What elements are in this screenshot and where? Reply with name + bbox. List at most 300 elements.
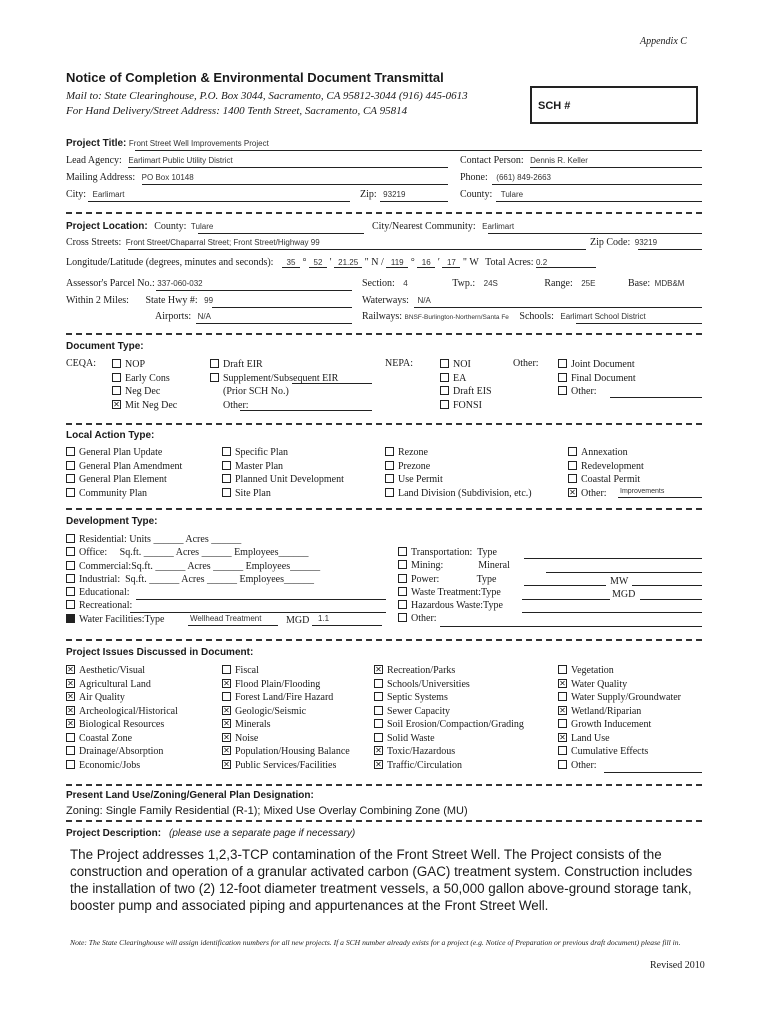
project-description[interactable]: The Project addresses 1,2,3-TCP contamination of the Front Street Well. The Project consists of the construction and operation of a granular activated carbon (GAC) treatment system. Construction includes the installation of two (2) 12-foot diameter treatment vessels, a 50,000 gallon above-ground storage tank, booster pump and associated piping and appurtenances at the Front Street Well. (70, 847, 693, 913)
option-label: Neg Dec (125, 386, 161, 397)
cross-streets-value[interactable]: Front Street/Chaparral Street; Front Street/Highway 99 (125, 238, 320, 247)
checkbox[interactable] (66, 561, 75, 570)
option-waste-treatment-type[interactable] (398, 586, 510, 599)
option-general-plan-update[interactable] (66, 446, 182, 460)
option-land-division-subdivision-etc[interactable] (385, 487, 532, 501)
checkbox[interactable] (66, 547, 75, 556)
option-label: Solid Waste (387, 732, 435, 744)
option-label: Community Plan (79, 487, 148, 499)
checked-checkbox[interactable] (374, 746, 383, 755)
land-use-value[interactable]: Zoning: Single Family Residential (R-1); Mixed Use Overlay Combining Zone (MU) (66, 805, 468, 817)
city-row (66, 189, 125, 200)
option-solid-waste[interactable] (374, 732, 524, 746)
option-label: Economic/Jobs (79, 759, 141, 771)
option-site-plan[interactable] (222, 487, 344, 501)
option-label: Flood Plain/Flooding (235, 678, 321, 690)
checkbox[interactable] (398, 587, 407, 596)
option-drainage-absorption[interactable] (66, 745, 178, 759)
county-row (460, 189, 523, 200)
option-community-plan[interactable] (66, 487, 182, 501)
checked-checkbox[interactable] (222, 746, 231, 755)
checked-checkbox[interactable] (66, 665, 75, 674)
option-other[interactable] (398, 612, 510, 625)
option-label: Planned Unit Development (235, 474, 344, 485)
checked-checkbox[interactable] (374, 760, 383, 769)
option-label: Coastal Zone (79, 732, 133, 744)
option-early-cons[interactable] (112, 372, 177, 386)
option-label: Other: (581, 487, 607, 499)
option-label: Specific Plan (235, 447, 289, 458)
checkbox[interactable] (440, 400, 449, 409)
checked-checkbox[interactable] (112, 400, 121, 409)
option-label: Commercial:Sq.ft. ______ Acres ______ Employees______ (79, 560, 321, 572)
option-hazardous-waste-type[interactable] (398, 599, 510, 612)
development-type-label: Development Type: (66, 516, 158, 527)
option-vegetation[interactable] (558, 664, 681, 678)
option-label: Recreation/Parks (387, 665, 456, 676)
option-geologic-seismic[interactable] (222, 705, 350, 719)
lon-sec[interactable]: 17 (442, 258, 460, 268)
checkbox[interactable] (66, 746, 75, 755)
city-value[interactable]: Earlimart (92, 190, 125, 199)
option-label: Residential: Units ______ Acres ______ (79, 534, 242, 545)
mailing-label: Mailing Address: (66, 172, 136, 183)
option-label: NOP (125, 359, 146, 370)
option-label: Rezone (398, 447, 428, 458)
option-label: Air Quality (79, 692, 125, 703)
option-other[interactable] (558, 759, 681, 773)
checkbox[interactable] (398, 613, 407, 622)
option-label: Educational: (79, 587, 130, 599)
checkbox[interactable] (66, 733, 75, 742)
option-label: Final Document (571, 372, 636, 384)
checkbox[interactable] (385, 447, 394, 456)
local-action-col3 (385, 446, 532, 500)
railways-row: Railways: BNSF-Burlington-Northern/Santa Fe Schools: Earlimart School District (362, 311, 646, 322)
option-label: Use Permit (398, 474, 443, 485)
checked-checkbox[interactable] (66, 719, 75, 728)
option-label: Aesthetic/Visual (79, 665, 146, 676)
option-cumulative-effects[interactable] (558, 745, 681, 759)
option-prior-sch-no[interactable] (210, 385, 338, 399)
option-prezone[interactable] (385, 460, 532, 474)
option-label: Hazardous Waste:Type (411, 600, 503, 612)
option-label: Early Cons (125, 372, 170, 384)
mgd-label: MGD (286, 615, 310, 626)
option-archeological-historical[interactable] (66, 705, 178, 719)
checked-checkbox[interactable] (222, 719, 231, 728)
phone-label: Phone: (460, 172, 488, 183)
option-schools-universities[interactable] (374, 678, 524, 692)
option-general-plan-amendment[interactable] (66, 460, 182, 474)
checkbox[interactable] (66, 760, 75, 769)
option-agricultural-land[interactable] (66, 678, 178, 692)
option-label: Other: (411, 613, 437, 625)
description-hint: (please use a separate page if necessary) (169, 828, 356, 839)
option-label: Soil Erosion/Compaction/Grading (387, 719, 524, 730)
location-label: Project Location: (66, 221, 148, 232)
checkbox[interactable] (66, 461, 75, 470)
option-minerals[interactable] (222, 718, 350, 732)
location-row: Project Location: County: Tulare (66, 221, 214, 232)
nepa-options (440, 358, 492, 412)
option-label: Minerals (235, 719, 271, 730)
checkbox[interactable] (210, 359, 219, 368)
option-label: Traffic/Circulation (387, 759, 462, 771)
option-biological-resources[interactable] (66, 718, 178, 732)
option-air-quality[interactable] (66, 691, 178, 705)
option-ea[interactable] (440, 372, 492, 386)
checked-checkbox[interactable] (558, 679, 567, 688)
option-label: Land Division (Subdivision, etc.) (398, 487, 532, 499)
lat-min[interactable]: 52 (309, 258, 327, 268)
checked-checkbox[interactable] (558, 733, 567, 742)
option-label: FONSI (453, 399, 482, 411)
waterways-value[interactable]: N/A (417, 296, 431, 305)
option-label: Septic Systems (387, 692, 448, 703)
zip-value[interactable]: 93219 (383, 190, 406, 199)
checkbox[interactable] (66, 587, 75, 596)
option-noise[interactable] (222, 732, 350, 746)
option-power-type[interactable] (398, 573, 510, 586)
checkbox[interactable] (385, 488, 394, 497)
option-label: Mit Neg Dec (125, 399, 178, 411)
contact-row (460, 155, 588, 166)
checked-checkbox[interactable] (66, 679, 75, 688)
option-redevelopment[interactable] (568, 460, 644, 474)
checkbox[interactable] (558, 386, 567, 395)
checkbox[interactable] (558, 760, 567, 769)
option-label: Schools/Universities (387, 678, 470, 690)
option-label: Redevelopment (581, 460, 644, 472)
option-label: Geologic/Seismic (235, 705, 307, 717)
project-title-row (66, 138, 269, 149)
mw-label: MW (610, 576, 629, 587)
option-population-housing-balance[interactable] (222, 745, 350, 759)
checked-checkbox[interactable] (66, 692, 75, 701)
option-label: General Plan Amendment (79, 460, 183, 472)
option-label: Biological Resources (79, 719, 165, 730)
option-nop[interactable] (112, 358, 177, 372)
railways-value[interactable]: BNSF-Burlington-Northern/Santa Fe (404, 314, 509, 321)
appendix-label: Appendix C (640, 36, 687, 47)
apn-value[interactable]: 337-060-032 (157, 279, 203, 288)
checkbox[interactable] (440, 359, 449, 368)
city-label: City: (66, 189, 87, 200)
water-type-value[interactable]: Wellhead Treatment (190, 614, 262, 623)
option-general-plan-element[interactable] (66, 473, 182, 487)
location-county-value[interactable]: Tulare (190, 222, 214, 231)
option-forest-land-fire-hazard[interactable] (222, 691, 350, 705)
divider (66, 784, 702, 786)
option-traffic-circulation[interactable] (374, 759, 524, 773)
lead-agency-row (66, 155, 233, 166)
airports-row: Airports: N/A (155, 311, 211, 322)
checked-checkbox[interactable] (374, 665, 383, 674)
option-rezone[interactable] (385, 446, 532, 460)
state-hwy-value[interactable]: 99 (204, 296, 214, 305)
checkbox[interactable] (222, 665, 231, 674)
option-office-sq-ft-acres-employees[interactable] (66, 546, 320, 559)
base-value[interactable]: MDB&M (654, 279, 685, 288)
option-coastal-zone[interactable] (66, 732, 178, 746)
option-label: Public Services/Facilities (235, 759, 337, 771)
local-action-col1 (66, 446, 182, 500)
option-recreation-parks[interactable] (374, 664, 524, 678)
option-label: Recreational: (79, 600, 133, 612)
checkbox[interactable] (374, 692, 383, 701)
option-industrial-sq-ft-acres-employees[interactable] (66, 573, 320, 586)
option-sewer-capacity[interactable] (374, 705, 524, 719)
schools-value[interactable]: Earlimart School District (560, 312, 646, 321)
lon-min[interactable]: 16 (417, 258, 435, 268)
option-fonsi[interactable] (440, 399, 492, 413)
checked-checkbox[interactable] (558, 706, 567, 715)
checked-checkbox[interactable] (222, 679, 231, 688)
checkbox[interactable] (398, 574, 407, 583)
checkbox[interactable] (440, 373, 449, 382)
divider (66, 333, 702, 335)
range-value[interactable]: 25E (581, 279, 596, 288)
checkbox[interactable] (558, 373, 567, 382)
checked-checkbox[interactable] (222, 706, 231, 715)
checkbox[interactable] (374, 706, 383, 715)
option-label: Transportation: Type (411, 547, 497, 558)
option-water-supply-groundwater[interactable] (558, 691, 681, 705)
option-label: Supplement/Subsequent EIR (223, 372, 339, 384)
total-acres-value[interactable]: 0.2 (536, 258, 596, 268)
description-header (66, 823, 355, 841)
checkbox[interactable] (222, 461, 231, 470)
option-transportation-type[interactable] (398, 546, 510, 559)
checkbox[interactable] (66, 574, 75, 583)
checkbox[interactable] (66, 488, 75, 497)
option-label: NOI (453, 359, 471, 370)
checkbox[interactable] (66, 600, 75, 609)
option-label: Annexation (581, 447, 628, 458)
option-septic-systems[interactable] (374, 691, 524, 705)
airports-value[interactable]: N/A (197, 312, 211, 321)
option-label: Waste Treatment:Type (411, 586, 501, 598)
land-use-label: Present Land Use/Zoning/General Plan Designation: (66, 790, 314, 801)
local-action-label: Local Action Type: (66, 430, 155, 441)
project-title-label: Project Title: (66, 138, 127, 149)
mgd-value[interactable]: 1.1 (318, 614, 330, 623)
option-noi[interactable] (440, 358, 492, 372)
checkbox[interactable] (558, 719, 567, 728)
option-label: General Plan Update (79, 447, 163, 458)
checkbox[interactable] (222, 488, 231, 497)
option-mining-mineral[interactable] (398, 559, 510, 572)
option-use-permit[interactable] (385, 473, 532, 487)
document-type-label: Document Type: (66, 341, 144, 352)
option-public-services-facilities[interactable] (222, 759, 350, 773)
checkbox[interactable] (385, 474, 394, 483)
checkbox[interactable] (374, 719, 383, 728)
option-label: Power: Type (411, 573, 497, 585)
checkbox[interactable] (210, 373, 219, 382)
checkbox[interactable] (112, 359, 121, 368)
option-mit-neg-dec[interactable] (112, 399, 177, 413)
divider (66, 423, 702, 425)
checked-checkbox[interactable] (222, 760, 231, 769)
option-specific-plan[interactable] (222, 446, 344, 460)
option-label: Wetland/Riparian (571, 705, 642, 717)
latlong-row: Longitude/Latitude (degrees, minutes and seconds): 35 ° 52 ′ 21.25 " N / 119 ° 16 ′ 17 " W Total Acres: 0.2 (66, 257, 596, 268)
checkbox[interactable] (440, 386, 449, 395)
option-label: Land Use (571, 732, 610, 744)
mail-to: Mail to: State Clearinghouse, P.O. Box 3044, Sacramento, CA 95812-3044 (916) 445-0613 (66, 90, 468, 102)
option-draft-eir[interactable] (210, 358, 338, 372)
phone-value[interactable]: (661) 849-2663 (496, 173, 551, 182)
divider (66, 820, 702, 822)
option-label: Vegetation (571, 665, 614, 676)
description-label: Project Description: (66, 828, 162, 839)
option-label: Prezone (398, 460, 431, 472)
option-label: EA (453, 372, 467, 384)
option-land-use[interactable] (558, 732, 681, 746)
section-row: Section: 4 Twp.: 24S Range: 25E Base: MDB&M (362, 278, 685, 289)
option-label: Toxic/Hazardous (387, 746, 456, 757)
contact-label: Contact Person: (460, 155, 524, 166)
option-label: Office: Sq.ft. ______ Acres ______ Employees______ (79, 547, 309, 559)
option-label: (Prior SCH No.) (223, 386, 289, 397)
lat-deg[interactable]: 35 (282, 258, 300, 268)
option-flood-plain-flooding[interactable] (222, 678, 350, 692)
option-final-document[interactable] (558, 372, 636, 386)
checkbox[interactable] (66, 534, 75, 543)
checkbox[interactable] (222, 692, 231, 701)
option-annexation[interactable] (568, 446, 644, 460)
checkbox[interactable] (66, 447, 75, 456)
checkbox[interactable] (568, 447, 577, 456)
checkbox[interactable] (112, 386, 121, 395)
checked-checkbox[interactable] (222, 733, 231, 742)
checkbox[interactable] (398, 547, 407, 556)
option-commercial-sq-ft-acres-employees[interactable] (66, 560, 320, 573)
issues-label: Project Issues Discussed in Document: (66, 647, 254, 658)
checked-checkbox[interactable] (66, 706, 75, 715)
option-soil-erosion-compaction-grading[interactable] (374, 718, 524, 732)
nearest-community-value[interactable]: Earlimart (482, 222, 515, 231)
project-title-value[interactable]: Front Street Well Improvements Project (128, 139, 269, 148)
mgd2-label: MGD (612, 589, 636, 600)
checkbox[interactable] (558, 692, 567, 701)
option-label: Archeological/Historical (79, 705, 178, 717)
option-joint-document[interactable] (558, 358, 636, 372)
option-residential-units-acres[interactable] (66, 533, 320, 546)
county-value[interactable]: Tulare (500, 190, 524, 199)
option-water-quality[interactable] (558, 678, 681, 692)
divider (66, 212, 702, 214)
option-label: Other: (571, 386, 597, 397)
ceqa-options-1 (112, 358, 177, 412)
hand-delivery: For Hand Delivery/Street Address: 1400 Tenth Street, Sacramento, CA 95814 (66, 105, 408, 117)
section-value[interactable]: 4 (403, 279, 408, 288)
sch-box (530, 86, 698, 124)
checkbox[interactable] (398, 560, 407, 569)
option-label: Water Quality (571, 678, 628, 690)
option-master-plan[interactable] (222, 460, 344, 474)
option-growth-inducement[interactable] (558, 718, 681, 732)
location-zip-row: Zip Code: 93219 (590, 237, 658, 248)
option-label: Other: (223, 399, 249, 411)
option-planned-unit-development[interactable] (222, 473, 344, 487)
option-draft-eis[interactable] (440, 385, 492, 399)
checkbox[interactable] (222, 447, 231, 456)
option-label: Drainage/Absorption (79, 746, 164, 757)
checkbox[interactable] (66, 474, 75, 483)
checkbox[interactable] (374, 679, 383, 688)
checkbox[interactable] (558, 359, 567, 368)
checkbox[interactable] (222, 474, 231, 483)
nearest-community-row: City/Nearest Community: Earlimart (372, 221, 515, 232)
checkbox[interactable] (385, 461, 394, 470)
issues-col2 (222, 664, 350, 772)
checkbox[interactable] (558, 665, 567, 674)
phone-row (460, 172, 551, 183)
option-fiscal[interactable] (222, 664, 350, 678)
lon-deg[interactable]: 119 (386, 258, 408, 268)
option-economic-jobs[interactable] (66, 759, 178, 773)
contact-value[interactable]: Dennis R. Keller (530, 156, 588, 165)
option-neg-dec[interactable] (112, 385, 177, 399)
mailing-row (66, 172, 194, 183)
divider (66, 508, 702, 510)
checkbox[interactable] (558, 746, 567, 755)
checkbox[interactable] (112, 373, 121, 382)
option-coastal-permit[interactable] (568, 473, 644, 487)
option-label: Mining: Mineral (411, 560, 510, 572)
option-toxic-hazardous[interactable] (374, 745, 524, 759)
option-educational[interactable] (66, 586, 320, 599)
option-label: Draft EIR (223, 359, 263, 370)
revised-label: Revised 2010 (650, 960, 705, 971)
checkbox[interactable] (398, 600, 407, 609)
lat-sec[interactable]: 21.25 (334, 258, 362, 268)
apn-row: Assessor's Parcel No.: 337-060-032 (66, 278, 203, 289)
option-label: Cumulative Effects (571, 746, 649, 757)
option-label: Coastal Permit (581, 474, 641, 485)
issues-col4 (558, 664, 681, 772)
option-wetland-riparian[interactable] (558, 705, 681, 719)
mailing-value[interactable]: PO Box 10148 (141, 173, 194, 182)
checked-checkbox[interactable] (66, 614, 75, 623)
checked-checkbox[interactable] (568, 488, 577, 497)
local-action-other-value[interactable]: Improvements (620, 488, 665, 495)
checkbox[interactable] (568, 474, 577, 483)
twp-value[interactable]: 24S (483, 279, 498, 288)
option-label: Growth Inducement (571, 719, 652, 730)
location-zip-value[interactable]: 93219 (634, 238, 658, 247)
checkbox[interactable] (568, 461, 577, 470)
option-label: Site Plan (235, 487, 271, 499)
lead-agency-value[interactable]: Earlimart Public Utility District (128, 156, 233, 165)
option-label: Master Plan (235, 460, 284, 472)
note: Note: The State Clearinghouse will assign identification numbers for all new projects. If a SCH number already exists for a project (e.g. Notice of Preparation or previous draft document) please fill in. (70, 938, 681, 947)
within-2-miles-row: Within 2 Miles: State Hwy #: 99 (66, 295, 214, 306)
option-recreational[interactable] (66, 599, 320, 612)
checkbox[interactable] (374, 733, 383, 742)
option-label: Noise (235, 732, 259, 744)
option-label: Draft EIS (453, 386, 492, 397)
option-label: Joint Document (571, 359, 635, 370)
zip-row (360, 189, 405, 200)
option-aesthetic-visual[interactable] (66, 664, 178, 678)
option-label: Population/Housing Balance (235, 746, 350, 757)
development-right (398, 546, 510, 626)
waterways-row: Waterways: N/A (362, 295, 431, 306)
